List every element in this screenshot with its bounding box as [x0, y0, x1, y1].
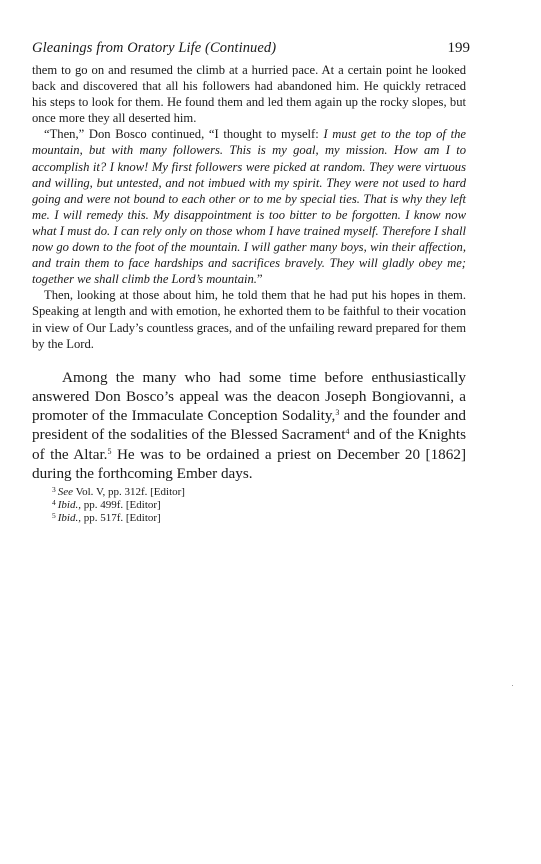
page-number: 199 — [447, 40, 470, 56]
scan-speck — [512, 685, 513, 686]
paragraph-4-part2: and the founder and president of the sodalities of the Blessed Sacrament — [32, 407, 466, 444]
footnote-ref-3[interactable]: 3 — [335, 408, 340, 418]
paragraph-3: Then, looking at those about him, he told them that he had put his hopes in them. Speaking at length and with emotion, he exhorted them to be faithful to their vocation in view of Our Lady’s countless graces, and of the unfailing reward prepared for them by the Lord. — [32, 288, 466, 351]
paragraph-2-close: ” — [256, 272, 263, 287]
page-header — [32, 40, 470, 62]
footnotes — [52, 486, 466, 524]
large-text-section — [32, 368, 466, 483]
footnote-ref-4[interactable]: 4 — [345, 427, 350, 437]
paragraph-2 — [32, 126, 466, 287]
paragraph-2-italic: I must get to the top of the mountain, but with many followers. This is my goal, my mission. How am I to accomplish it? I know! My first followers were picked at random. They were virtuous and willing, but untested, and not imbued with my spirit. They were not used to hard going and were not bound to each other or to me by special ties. That is why they left me. I will remedy this. My disappointment is too bitter to be forgotten. I know now what I must do. I can rely only on those whom I have trained myself. Therefore I shall now go down to the foot of the mountain. I will gather many boys, win their affection, and train them to face hardships and sacrifices bravely. They will gladly obey me; together we shall climb the Lord’s mountain. — [32, 127, 466, 287]
footnote-text: pp. 499f. [Editor] — [80, 498, 161, 511]
footnote-text: Vol. V, pp. 312f. [Editor] — [73, 485, 185, 498]
footnote-italic: See — [57, 485, 74, 498]
footnote-ref-5[interactable]: 5 — [107, 446, 112, 456]
footnote-italic: Ibid., — [57, 511, 81, 524]
paragraph-4-part3: and of the Knights of the Altar. — [32, 426, 466, 463]
footnote-number: 5 — [52, 510, 56, 520]
footnote-italic: Ibid., — [57, 498, 81, 511]
running-head: Gleanings from Oratory Life (Continued) — [32, 40, 277, 56]
paragraph-1: them to go on and resumed the climb at a hurried pace. At a certain point he looked back and discovered that all his followers had abandoned him. He quickly retraced his steps to look for them. He found them and led them again up the rocky slopes, but once more they all deserted him. — [32, 63, 466, 126]
footnote-3 — [52, 486, 466, 499]
footnote-text: pp. 517f. [Editor] — [80, 511, 161, 524]
book-page — [32, 40, 470, 524]
small-text-section — [32, 62, 466, 352]
footnote-number: 4 — [52, 497, 56, 507]
paragraph-4 — [32, 368, 466, 483]
paragraph-4-part1: Among the many who had some time before enthusiastically answered Don Bosco’s appeal was the deacon Joseph Bongiovanni, a promoter of the Immaculate Conception Sodality, — [32, 368, 466, 425]
footnote-5 — [52, 512, 466, 525]
footnote-number: 3 — [52, 484, 56, 494]
paragraph-4-part4: He was to be ordained a priest on December 20 [1862] during the forthcoming Ember days. — [32, 445, 467, 482]
paragraph-2-lead: “Then,” Don Bosco continued, “I thought to myself: — [44, 127, 324, 142]
footnote-4 — [52, 499, 466, 512]
